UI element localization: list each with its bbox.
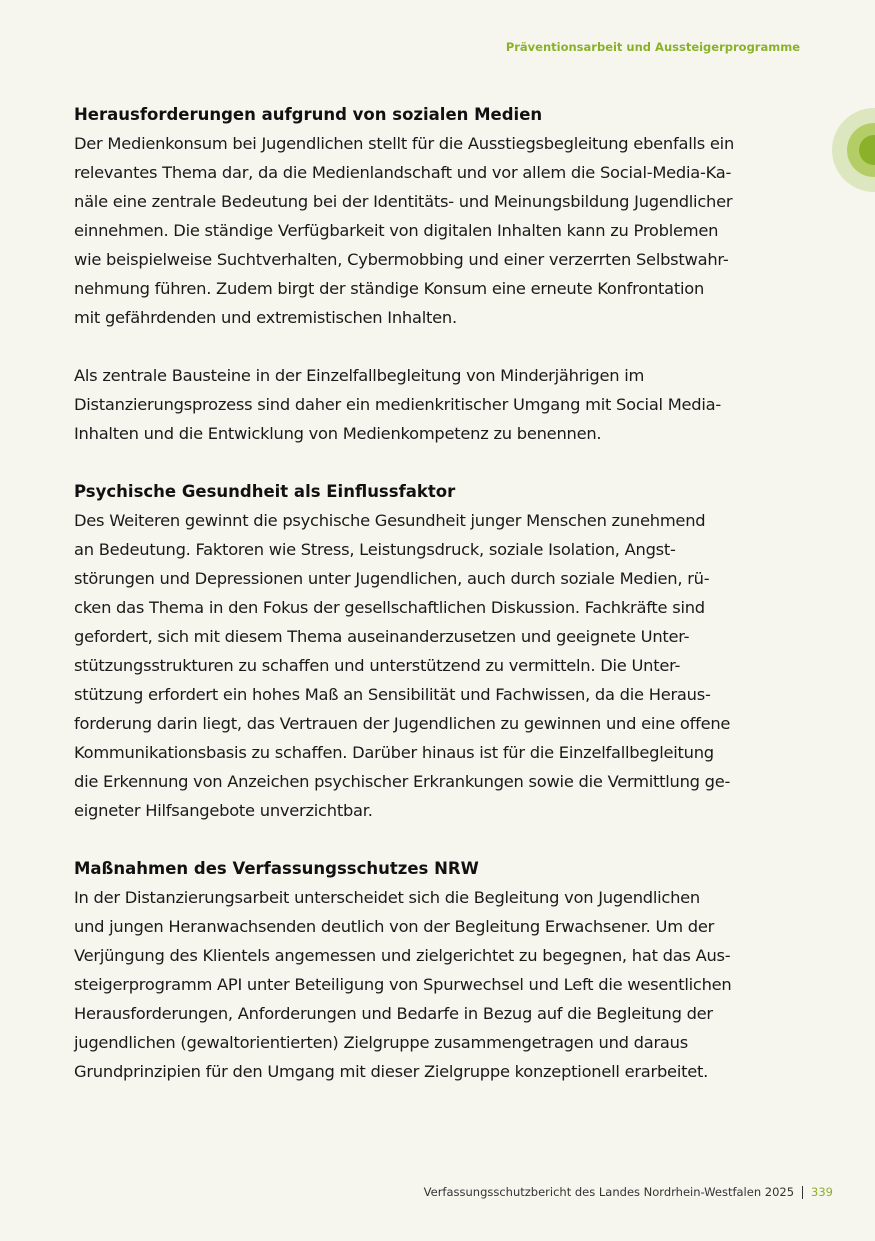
text-line: Inhalten und die Entwicklung von Medienkompetenz zu benennen.	[74, 424, 602, 443]
paragraph	[74, 883, 804, 1086]
text-line: wie beispielweise Suchtverhalten, Cybermobbing und einer verzerrten Selbstwahr-	[74, 250, 729, 269]
text-line: Distanzierungsprozess sind daher ein medienkritischer Umgang mit Social Media-	[74, 395, 722, 414]
text-line: In der Distanzierungsarbeit unterscheidet sich die Begleitung von Jugendlichen	[74, 888, 701, 907]
text-line: eigneter Hilfsangebote unverzichtbar.	[74, 801, 373, 820]
text-line: an Bedeutung. Faktoren wie Stress, Leistungsdruck, soziale Isolation, Angst-	[74, 540, 676, 559]
text-line: forderung darin liegt, das Vertrauen der Jugendlichen zu gewinnen und eine offene	[74, 714, 731, 733]
text-line: die Erkennung von Anzeichen psychischer Erkrankungen sowie die Vermittlung ge-	[74, 772, 731, 791]
text-line: cken das Thema in den Fokus der gesellschaftlichen Diskussion. Fachkräfte sind	[74, 598, 705, 617]
text-line: stützungsstrukturen zu schaffen und unterstützend zu vermitteln. Die Unter-	[74, 656, 681, 675]
paragraph	[74, 361, 804, 448]
text-line: relevantes Thema dar, da die Medienlandschaft und vor allem die Social-Media-Ka-	[74, 163, 732, 182]
text-line: stützung erfordert ein hohes Maß an Sensibilität und Fachwissen, da die Heraus-	[74, 685, 711, 704]
paragraph	[74, 506, 804, 825]
text-line: einnehmen. Die ständige Verfügbarkeit von digitalen Inhalten kann zu Problemen	[74, 221, 719, 240]
text-line: Herausforderungen, Anforderungen und Bedarfe in Bezug auf die Begleitung der	[74, 1004, 713, 1023]
text-line: jugendlichen (gewaltorientierten) Zielgruppe zusammengetragen und daraus	[74, 1033, 688, 1052]
text-line: steigerprogramm API unter Beteiligung von Spurwechsel und Left die wesentlichen	[74, 975, 732, 994]
page-number: 339	[811, 1185, 833, 1199]
section-heading: Psychische Gesundheit als Einflussfaktor	[74, 482, 456, 501]
publication-title: Verfassungsschutzbericht des Landes Nordrhein-Westfalen 2025	[423, 1185, 795, 1199]
main-content	[74, 100, 804, 1086]
section-gap	[74, 825, 804, 854]
footer-divider	[802, 1186, 803, 1199]
text-line: Kommunikationsbasis zu schaffen. Darüber hinaus ist für die Einzelfallbegleitung	[74, 743, 714, 762]
section-social-media	[74, 100, 804, 448]
section-gap	[74, 448, 804, 477]
running-header: Präventionsarbeit und Aussteigerprogramme	[505, 40, 800, 54]
paragraph-gap	[74, 332, 804, 361]
text-line: Der Medienkonsum bei Jugendlichen stellt für die Ausstiegsbegleitung ebenfalls ein	[74, 134, 735, 153]
text-line: nehmung führen. Zudem birgt der ständige Konsum eine erneute Konfrontation	[74, 279, 705, 298]
page-footer	[424, 1185, 833, 1199]
text-line: und jungen Heranwachsenden deutlich von der Begleitung Erwachsener. Um der	[74, 917, 715, 936]
text-line: Des Weiteren gewinnt die psychische Gesundheit junger Menschen zunehmend	[74, 511, 706, 530]
paragraph	[74, 129, 804, 332]
section-heading: Maßnahmen des Verfassungsschutzes NRW	[74, 859, 479, 878]
text-line: gefordert, sich mit diesem Thema auseinanderzusetzen und geeignete Unter-	[74, 627, 690, 646]
text-line: mit gefährdenden und extremistischen Inhalten.	[74, 308, 457, 327]
section-heading: Herausforderungen aufgrund von sozialen Medien	[74, 105, 543, 124]
concentric-circles-icon	[832, 108, 875, 192]
text-line: Verjüngung des Klientels angemessen und zielgerichtet zu begegnen, hat das Aus-	[74, 946, 731, 965]
text-line: störungen und Depressionen unter Jugendlichen, auch durch soziale Medien, rü-	[74, 569, 710, 588]
text-line: Als zentrale Bausteine in der Einzelfallbegleitung von Minderjährigen im	[74, 366, 645, 385]
section-mental-health	[74, 477, 804, 825]
text-line: Grundprinzipien für den Umgang mit dieser Zielgruppe konzeptionell erarbeitet.	[74, 1062, 709, 1081]
text-line: näle eine zentrale Bedeutung bei der Identitäts- und Meinungsbildung Jugendlicher	[74, 192, 733, 211]
section-measures	[74, 854, 804, 1086]
